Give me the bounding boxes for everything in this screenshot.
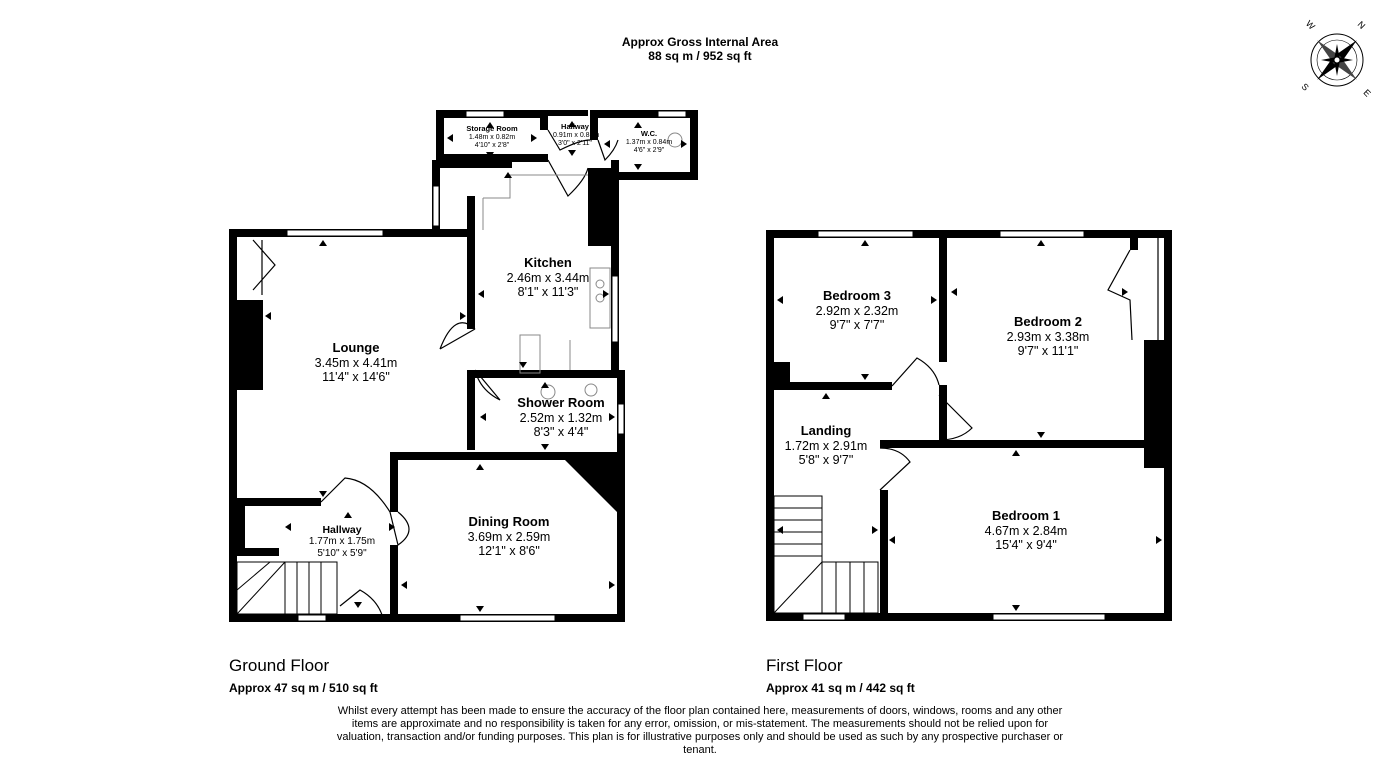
- compass-east-label: E: [1361, 87, 1373, 99]
- ground-floor-stairs: [237, 562, 337, 614]
- room-metric: 1.37m x 0.84m: [625, 138, 673, 146]
- first-floor-doors: [880, 238, 1158, 490]
- room-label-dining: [449, 515, 569, 559]
- compass-south-label: S: [1299, 81, 1311, 93]
- room-imperial: 9'7" x 11'1": [1017, 344, 1079, 359]
- room-label-lounge: [296, 341, 416, 385]
- room-metric: 1.72m x 2.91m: [784, 438, 868, 453]
- room-label-hallway-rear: [553, 122, 600, 148]
- disclaimer-text: Whilst every attempt has been made to ensure the accuracy of the floor plan contained here, measurements of doors, windows, rooms and any other items are approximate and no responsibility is taken for any error, omission, or mis-statement. The measurements should not be relied upon for valuation, transaction and/or funding purposes. This plan is for illustrative purposes only and should be used as such by any prospective purchaser or tenant.: [336, 705, 1064, 756]
- room-imperial: 4'10" x 2'8": [474, 141, 510, 149]
- gross-area-title: Approx Gross Internal Area: [621, 35, 779, 49]
- room-imperial: 8'3" x 4'4": [533, 425, 589, 440]
- room-imperial: 4'6" x 2'9": [633, 146, 665, 154]
- room-label-landing: [770, 424, 882, 468]
- room-name: Hallway: [322, 524, 362, 536]
- room-metric: 0.91m x 0.88m: [553, 131, 600, 139]
- room-metric: 1.77m x 1.75m: [308, 536, 376, 548]
- room-name: Bedroom 3: [823, 288, 891, 303]
- room-metric: 2.93m x 3.38m: [1006, 329, 1090, 344]
- gross-area-value: 88 sq m / 952 sq ft: [648, 49, 752, 63]
- room-metric: 2.92m x 2.32m: [815, 303, 899, 318]
- room-metric: 3.69m x 2.59m: [467, 529, 551, 544]
- room-imperial: 12'1" x 8'6": [478, 544, 540, 559]
- room-imperial: 3'0" x 2'11": [558, 139, 592, 147]
- room-label-kitchen: [488, 256, 608, 300]
- room-metric: 4.67m x 2.84m: [984, 523, 1068, 538]
- room-metric: 2.46m x 3.44m: [506, 270, 590, 285]
- first-floor-area: Approx 41 sq m / 442 sq ft: [766, 681, 915, 695]
- room-imperial: 9'7" x 7'7": [829, 318, 885, 333]
- room-label-storage: [446, 125, 538, 150]
- room-name: W.C.: [640, 129, 658, 138]
- room-label-bedroom2: [988, 315, 1108, 359]
- first-floor-stairs: [774, 496, 878, 613]
- room-name: Shower Room: [517, 395, 605, 410]
- room-name: Bedroom 2: [1014, 314, 1082, 329]
- room-label-shower: [496, 396, 626, 440]
- first-floor-label: First Floor: [766, 656, 843, 675]
- room-label-bedroom1: [966, 509, 1086, 553]
- room-label-hallway: [292, 524, 392, 559]
- ground-floor-label: Ground Floor: [229, 656, 330, 675]
- room-name: Lounge: [332, 340, 380, 355]
- room-name: Kitchen: [524, 255, 572, 270]
- room-label-wc: [618, 130, 680, 155]
- room-imperial: 15'4" x 9'4": [995, 538, 1057, 553]
- room-name: Storage Room: [466, 124, 518, 133]
- compass-west-label: W: [1303, 18, 1317, 32]
- room-metric: 1.48m x 0.82m: [468, 133, 516, 141]
- ground-floor-area: Approx 47 sq m / 510 sq ft: [229, 681, 378, 695]
- room-metric: 3.45m x 4.41m: [314, 355, 398, 370]
- room-name: Landing: [800, 423, 852, 438]
- room-label-bedroom3: [797, 289, 917, 333]
- room-imperial: 5'10" x 5'9": [317, 547, 367, 559]
- room-name: Hallway: [561, 122, 589, 131]
- room-name: Bedroom 1: [992, 508, 1060, 523]
- room-imperial: 5'8" x 9'7": [798, 453, 854, 468]
- room-imperial: 8'1" x 11'3": [517, 285, 579, 300]
- compass-north-label: N: [1355, 19, 1368, 31]
- room-name: Dining Room: [468, 514, 550, 529]
- room-metric: 2.52m x 1.32m: [519, 410, 603, 425]
- room-imperial: 11'4" x 14'6": [322, 370, 390, 385]
